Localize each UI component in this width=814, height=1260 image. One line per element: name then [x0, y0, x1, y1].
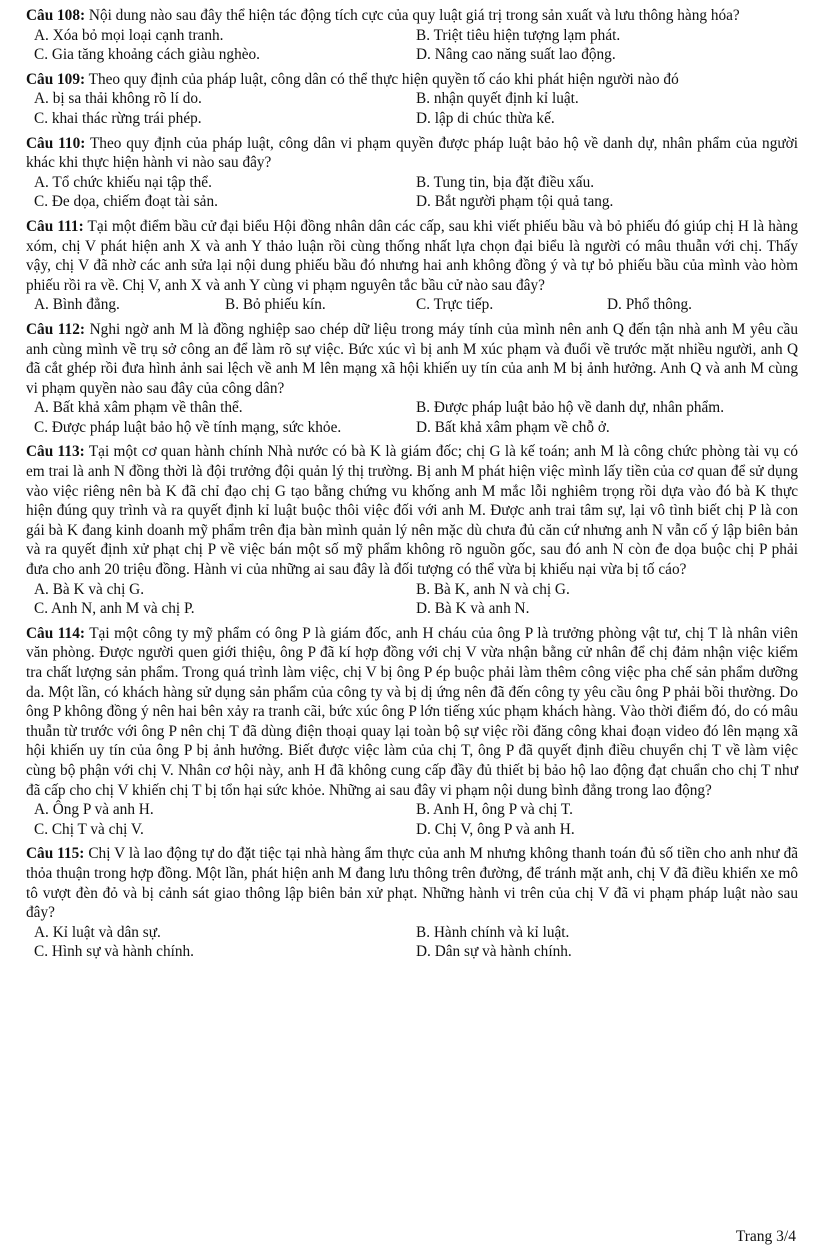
- question-111: [26, 217, 798, 315]
- option-b: B. Anh H, ông P và chị T.: [416, 801, 573, 819]
- exam-page: [26, 6, 798, 962]
- question-108: [26, 6, 798, 65]
- question-text: Theo quy định của pháp luật, công dân có thể thực hiện quyền tố cáo khi phát hiện người nào đó: [88, 70, 679, 88]
- option-b: B. Hành chính và kỉ luật.: [416, 923, 570, 941]
- question-text: Tại một cơ quan hành chính Nhà nước có bà K là giám đốc; chị G là kế toán; anh M là công chức phòng tài vụ có em trai là anh N đồng thời là đội trưởng đội quản lý thị trường. Bị anh M phát hiện việc mình lấy tiền của cơ quan để sử dụng vào việc riêng nên bà K đã chỉ đạo chị G tạo bằng chứng vu khống anh M mắc lỗi nghiêm trọng rồi dựa vào đó bà K thực hiện đúng quy trình và ra quyết định kỉ luật buộc thôi việc đối với anh M. Được anh trai tâm sự, lại vô tình biết chị P là con gái bà K đang kinh doanh mỹ phẩm trên địa bàn mình quản lý nên mặc dù chưa đủ căn cứ nhưng anh N vẫn cố ý lập biên bản và ra quyết định xử phạt chị P về việc bán một số mỹ phẩm không rõ nguồn gốc, sau đó anh N còn đe dọa buộc chị P phải đưa cho anh 20 triệu đồng. Hành vi của những ai sau đây là đối tượng có thể vừa bị khiếu nại vừa bị tố cáo?: [26, 443, 798, 579]
- option-c: C. Gia tăng khoảng cách giàu nghèo.: [34, 46, 260, 64]
- option-a: A. Ông P và anh H.: [34, 801, 154, 819]
- option-a: A. Xóa bỏ mọi loại cạnh tranh.: [34, 26, 224, 44]
- question-number: Câu 108:: [26, 7, 86, 24]
- option-c: C. Trực tiếp.: [416, 296, 494, 314]
- options: [34, 26, 798, 65]
- option-c: C. Đe dọa, chiếm đoạt tài sản.: [34, 193, 218, 211]
- question-113: [26, 442, 798, 618]
- option-c: C. Được pháp luật bảo hộ về tính mạng, sức khỏe.: [34, 418, 342, 436]
- option-b: B. Tung tin, bịa đặt điều xấu.: [416, 173, 595, 191]
- option-c: C. Anh N, anh M và chị P.: [34, 600, 195, 618]
- option-c: C. Chị T và chị V.: [34, 820, 144, 838]
- options: [34, 580, 798, 619]
- option-b: B. Triệt tiêu hiện tượng lạm phát.: [416, 26, 621, 44]
- question-text: Theo quy định của pháp luật, công dân vi phạm quyền được pháp luật bảo hộ về danh dự, nhân phẩm của người khác khi thực hiện hành vi nào sau đây?: [26, 134, 798, 172]
- page-number: Trang 3/4: [735, 1228, 796, 1245]
- option-a: A. Bình đẳng.: [34, 296, 120, 314]
- options: [34, 295, 798, 315]
- options: [34, 800, 798, 839]
- option-b: B. Được pháp luật bảo hộ về danh dự, nhân phẩm.: [416, 399, 725, 417]
- question-text: Nội dung nào sau đây thể hiện tác động tích cực của quy luật giá trị trong sản xuất và lưu thông hàng hóa?: [88, 7, 740, 24]
- question-number: Câu 115:: [26, 845, 85, 863]
- question-114: [26, 624, 798, 840]
- option-d: D. lập di chúc thừa kế.: [416, 109, 555, 127]
- option-d: D. Chị V, ông P và anh H.: [416, 820, 575, 838]
- option-d: D. Dân sự và hành chính.: [416, 943, 572, 961]
- option-d: D. Nâng cao năng suất lao động.: [416, 46, 616, 64]
- question-109: [26, 70, 798, 129]
- option-a: A. Bất khả xâm phạm về thân thể.: [34, 399, 243, 417]
- options: [34, 89, 798, 128]
- option-c: C. Hình sự và hành chính.: [34, 943, 194, 961]
- question-number: Câu 112:: [26, 320, 86, 338]
- question-number: Câu 110:: [26, 134, 86, 152]
- options: [34, 923, 798, 962]
- option-b: B. nhận quyết định kỉ luật.: [416, 90, 579, 108]
- option-a: A. Tổ chức khiếu nại tập thể.: [34, 173, 212, 191]
- question-text: Chị V là lao động tự do đặt tiệc tại nhà hàng ẩm thực của anh M nhưng không thanh toán đủ số tiền cho anh như đã thỏa thuận trong hợp đồng. Một lần, phát hiện anh M đang lưu thông trên đường, để tránh mặt anh, chị V đã điều khiển xe mô tô vượt đèn đỏ và bị cảnh sát giao thông lập biên bản xử phạt. Những hành vi trên của chị V đã vi phạm pháp luật nào sau đây?: [26, 845, 799, 922]
- option-a: A. Kỉ luật và dân sự.: [34, 923, 161, 941]
- question-112: [26, 320, 798, 438]
- question-text: Nghi ngờ anh M là đồng nghiệp sao chép dữ liệu trong máy tính của mình nên anh Q đến tận nhà anh M yêu cầu anh cùng mình về trụ sở công an để làm rõ sự việc. Bức xúc vì bị anh M xúc phạm và đuổi về trước mặt nhiều người, anh Q đã cắt ghép rồi đưa hình ảnh sai lệch về anh M lên mạng xã hội khiến uy tín của anh M bị ảnh hưởng. Anh Q và anh M cùng vi phạm quyền nào sau đây của công dân?: [26, 320, 798, 397]
- question-text: Tại một công ty mỹ phẩm có ông P là giám đốc, anh H cháu của ông P là trưởng phòng vật tư, chị T là nhân viên văn phòng. Được người quen giới thiệu, ông P đã kí hợp đồng với chị V vừa nhận bằng cử nhân để chị đảm nhận việc kiểm tra chất lượng sản phẩm. Trong quá trình làm việc, chị V bị ông P ép buộc phải làm thêm công việc pha chế sản phẩm dưỡng da. Một lần, có khách hàng sử dụng sản phẩm của công ty và bị dị ứng nên đã đến công ty yêu cầu ông P phải bồi thường. Do ông P không đồng ý nên hai bên xảy ra tranh cãi, bức xúc ông P lớn tiếng xúc phạm khách hàng. Vào thời điểm đó, do có mâu thuẫn từ trước với ông P nên chị T đã dùng điện thoại quay lại toàn bộ sự việc rồi đăng công khai đoạn video đó lên mạng xã hội khiến uy tín của ông P bị ảnh hưởng. Biết được việc làm của chị T, ông P đã quyết định điều chuyển chị T về làm việc cùng bộ phận với chị V. Nhân cơ hội này, anh H đã không cung cấp đầy đủ thiết bị bảo hộ lao động đạt chuẩn cho chị T như đã cấp cho chị V khiến chị T bị tổn hại sức khỏe. Những ai sau đây vi phạm nội dung bình đẳng trong lao động?: [26, 624, 799, 799]
- question-number: Câu 114:: [26, 624, 85, 642]
- option-b: B. Bà K, anh N và chị G.: [416, 580, 570, 598]
- question-number: Câu 113:: [26, 443, 85, 461]
- option-a: A. Bà K và chị G.: [34, 580, 145, 598]
- option-d: D. Bà K và anh N.: [416, 600, 530, 618]
- question-110: [26, 134, 798, 212]
- option-c: C. khai thác rừng trái phép.: [34, 109, 202, 127]
- question-number: Câu 109:: [26, 70, 86, 88]
- question-115: [26, 844, 798, 962]
- options: [34, 173, 798, 212]
- option-b: B. Bỏ phiếu kín.: [225, 296, 326, 314]
- option-d: D. Bắt người phạm tội quả tang.: [416, 193, 614, 211]
- option-d: D. Phổ thông.: [607, 296, 692, 314]
- question-text: Tại một điểm bầu cử đại biểu Hội đồng nhân dân các cấp, sau khi viết phiếu bầu và bỏ phiếu đó giúp chị H là hàng xóm, chị V phát hiện anh X và anh Y thảo luận rồi cùng thống nhất lựa chọn đại biểu là người có mâu thuẫn với chị. Thấy vậy, chị V đã nhờ các anh sửa lại nội dung phiếu bầu đó nhưng hai anh không đồng ý và tự bỏ phiếu bầu của mình vào hòm phiếu rồi ra về. Chị V, anh X và anh Y cùng vi phạm nguyên tắc bầu cử nào sau đây?: [26, 217, 798, 294]
- options: [34, 398, 798, 437]
- question-number: Câu 111:: [26, 217, 84, 235]
- option-d: D. Bất khả xâm phạm về chỗ ở.: [416, 418, 610, 436]
- option-a: A. bị sa thải không rõ lí do.: [34, 90, 202, 108]
